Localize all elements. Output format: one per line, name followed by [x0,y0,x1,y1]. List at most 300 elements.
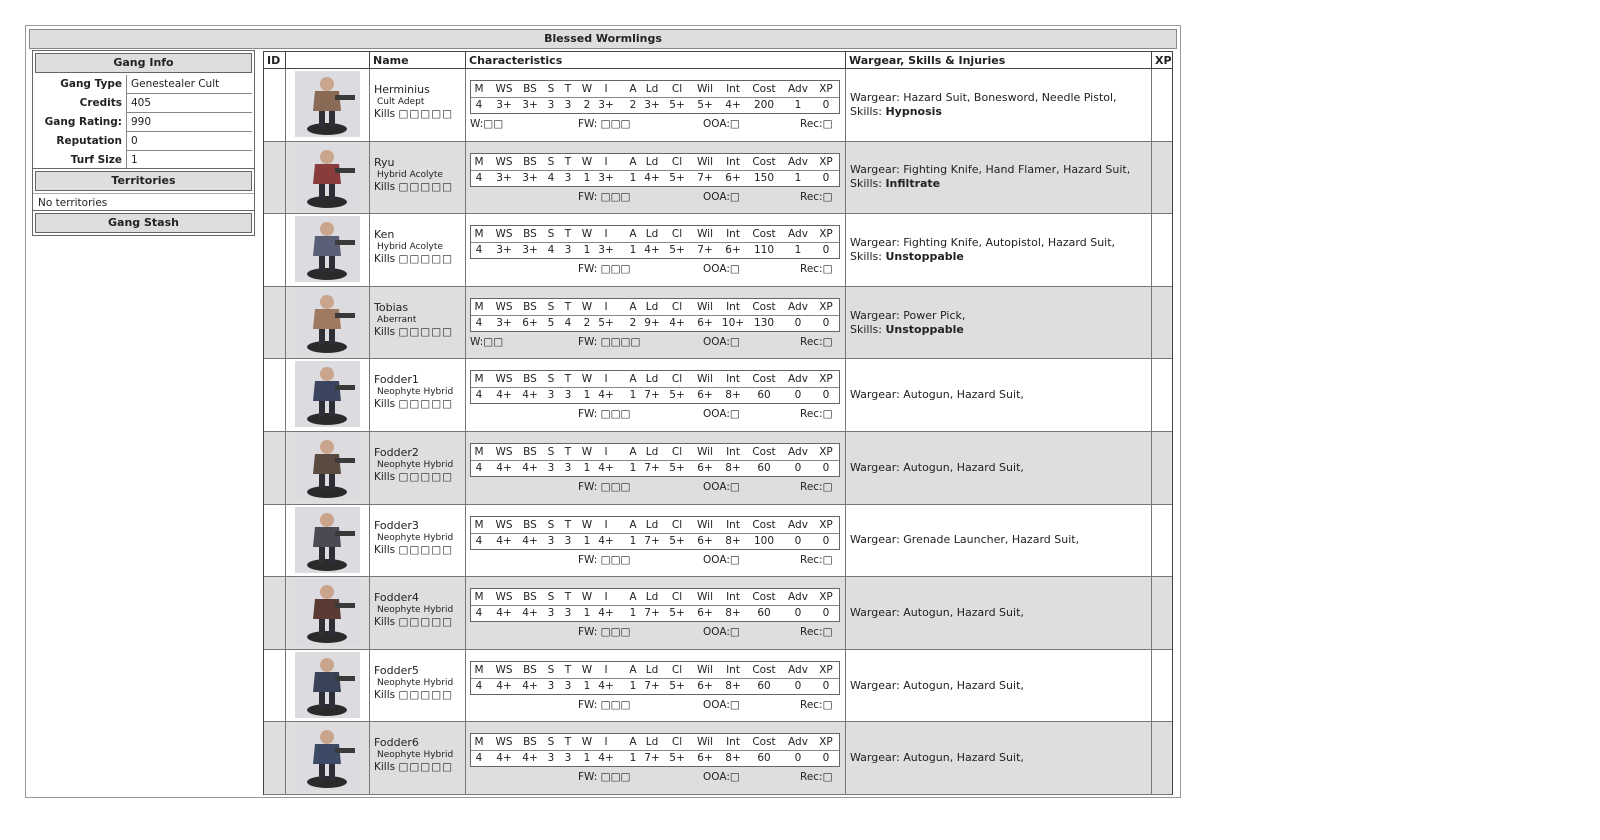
fighter-id-cell [264,359,286,431]
wargear-list: Wargear: Fighting Knife, Hand Flamer, Hazard Suit, [850,163,1131,177]
stat-header: Adv [788,591,808,604]
kills-boxes[interactable]: □□□□□ [398,471,454,483]
stat-value: 8+ [725,607,741,620]
stat-value: 60 [757,679,771,692]
kills-boxes[interactable]: □□□□□ [398,108,454,120]
fighter-image-cell [286,142,370,214]
fighter-xp-cell [1152,432,1172,504]
fighter-id-cell [264,142,286,214]
out-of-action-track[interactable]: OOA:□ [703,771,740,784]
stat-header: A [629,300,637,313]
recovery-track[interactable]: Rec:□ [800,408,833,421]
recovery-track[interactable]: Rec:□ [800,335,833,348]
stat-header: WS [495,663,513,676]
stat-header-line [471,734,839,751]
fighter-image-cell [286,69,370,141]
fighter-miniature-image [295,434,360,500]
stat-header: Cost [752,300,776,313]
stat-header: Ld [645,591,659,604]
flesh-wounds-track[interactable]: FW: □□□ [578,626,631,639]
territories-title: Territories [35,171,252,191]
stat-header: M [474,155,484,168]
out-of-action-track[interactable]: OOA:□ [703,553,740,566]
wargear-text [850,163,1130,191]
fighter-row[interactable] [264,650,1172,723]
fighter-xp-cell [1152,505,1172,577]
stat-value: 1 [629,462,637,474]
out-of-action-track[interactable]: OOA:□ [703,118,740,130]
wargear-text [850,309,965,337]
stat-header: Adv [788,373,808,386]
stat-value: 2 [629,99,637,111]
out-of-action-track[interactable]: OOA:□ [703,626,740,639]
characteristics-cell [466,287,846,359]
stat-value: 4 [475,389,483,402]
recovery-track[interactable]: Rec:□ [800,626,833,639]
flesh-wounds-track[interactable]: FW: □□□ [578,481,631,493]
fighter-name[interactable]: Fodder2 [374,446,419,459]
stat-header: Cl [671,83,683,95]
skills-line [850,323,965,337]
stat-header: A [629,663,637,676]
stat-value: 4+ [644,171,660,184]
stat-header: M [474,736,484,749]
stat-header: M [474,591,484,604]
out-of-action-track[interactable]: OOA:□ [703,698,740,711]
fighters-table [263,51,1173,795]
stat-value: 6+ [697,679,713,692]
stat-value: 3 [547,534,555,547]
stat-header: WS [495,446,513,458]
stat-value: 3+ [496,316,512,329]
stat-header: XP [819,591,833,604]
fighter-miniature-image [295,289,360,355]
characteristics-cell [466,142,846,214]
roster-title: Blessed Wormlings [29,29,1177,49]
gang-roster [25,25,1181,798]
stat-header: T [564,591,572,604]
characteristics-cell [466,432,846,504]
stat-header: Cost [752,518,776,531]
stat-header: Cl [671,591,683,604]
stat-header: W [581,591,593,604]
stat-header: BS [523,736,537,749]
stat-header: Adv [788,83,808,95]
fighter-row[interactable] [264,359,1172,432]
fighter-xp-cell [1152,214,1172,286]
flesh-wounds-track[interactable]: FW: □□□ [578,190,631,203]
wargear-text [850,236,1115,264]
stat-header: XP [819,736,833,749]
fighter-row[interactable] [264,69,1172,142]
gang-stash-panel[interactable] [32,210,255,236]
fighter-row[interactable] [264,722,1172,795]
wargear-list: Wargear: Autogun, Hazard Suit, [850,460,1024,474]
stat-value: 3 [547,462,555,474]
stat-value-line [471,460,839,476]
stat-header: M [474,83,484,95]
stat-value: 0 [794,389,802,402]
stat-value: 1 [629,534,637,547]
stat-header: Cost [752,228,776,241]
injury-track [466,336,845,350]
stat-value: 4+ [496,679,512,692]
stat-header: I [604,228,608,241]
gang-info-panel [32,50,255,171]
kills-label: Kills [374,108,396,120]
injury-track [466,626,845,640]
fighter-role: Hybrid Acolyte [377,169,443,180]
stat-value: 1 [629,171,637,184]
kills-boxes[interactable]: □□□□□ [398,325,454,338]
stat-header: S [547,736,555,749]
fighter-name[interactable]: Fodder3 [374,518,419,532]
stat-value: 1 [583,752,591,765]
stat-header: T [564,300,572,313]
stat-header: M [474,228,484,241]
characteristics-cell [466,214,846,286]
characteristics-cell [466,69,846,141]
stat-value: 150 [753,171,775,184]
stat-block [470,733,840,767]
out-of-action-track[interactable]: OOA:□ [703,190,740,203]
stat-value: 6+ [522,316,538,329]
flesh-wounds-track[interactable]: FW: □□□ [578,408,631,421]
stat-header: W [581,663,593,676]
stat-value: 4+ [496,389,512,402]
fighter-row[interactable] [264,505,1172,578]
stat-value: 5+ [669,99,685,111]
stat-header: Cost [752,373,776,386]
stat-header: Wil [697,591,713,604]
fighter-name[interactable]: Fodder5 [374,663,419,677]
stat-header: BS [523,663,537,676]
stat-value: 5+ [669,752,685,765]
stat-value: 5+ [669,607,685,620]
fighter-id-cell [264,577,286,649]
kills-boxes[interactable]: □□□□□ [398,761,454,774]
stat-header: Wil [697,155,713,168]
fighter-kills [374,253,465,266]
flesh-wounds-track[interactable]: FW: □□□ [578,771,631,784]
stat-header: A [629,373,637,386]
stat-header: W [581,83,593,95]
stat-value: 0 [822,244,830,257]
skills-line [850,177,1130,191]
stat-header: Wil [697,83,713,95]
fighter-kills [374,761,465,774]
injury-track [466,191,845,205]
stat-header: WS [495,155,513,168]
stat-block [470,661,840,695]
wargear-cell [846,214,1152,286]
stat-value: 0 [822,679,830,692]
fighter-row[interactable] [264,287,1172,360]
stat-header: Int [726,155,740,168]
fighter-miniature-image [295,724,360,790]
stat-value: 5+ [669,244,685,257]
skills-label: Skills: [850,322,886,336]
stat-value: 6+ [697,607,713,620]
stat-header: S [547,446,555,458]
flesh-wounds-track[interactable]: FW: □□□ [578,698,631,711]
recovery-track[interactable]: Rec:□ [800,698,833,711]
characteristics-cell [466,722,846,794]
stat-header: I [604,373,608,386]
stat-header: Cl [671,518,683,531]
stat-value-line [471,750,839,766]
stat-value: 4 [475,171,483,184]
stat-header: Int [726,663,740,676]
stat-value: 60 [757,752,771,765]
fighter-name[interactable]: Fodder6 [374,736,419,750]
stat-value: 3+ [496,99,512,111]
fighter-image-cell [286,359,370,431]
wargear-text [850,679,1024,693]
stat-header-line [471,154,839,171]
stat-header: Int [726,373,740,386]
wargear-list: Wargear: Grenade Launcher, Hazard Suit, [850,533,1080,547]
fighter-row[interactable] [264,142,1172,215]
fighter-role: Neophyte Hybrid [377,677,454,688]
stat-header: BS [523,591,537,604]
stat-header: BS [523,228,537,241]
turf-size-label: Turf Size [70,154,122,166]
stat-header: S [547,228,555,241]
kills-boxes[interactable]: □□□□□ [398,180,454,193]
stat-value: 3+ [522,99,538,111]
header-characteristics: Characteristics [466,52,846,69]
wounds-track[interactable]: W:□□ [470,335,504,348]
fighter-name[interactable]: Ryu [374,155,395,169]
gang-rating-label: Gang Rating: [44,116,122,128]
kills-boxes[interactable]: □□□□□ [398,398,454,411]
stat-header-line [471,81,839,98]
stat-value: 3 [547,752,555,765]
stat-value: 1 [583,679,591,692]
stat-value: 4 [475,244,483,257]
fighter-row[interactable] [264,432,1172,505]
stat-header: Int [726,518,740,531]
stat-header: W [581,518,593,531]
injury-track [466,699,845,713]
fighter-id-cell [264,69,286,141]
stat-value: 10+ [721,316,745,329]
stat-header: WS [495,518,513,531]
stat-header: M [474,663,484,676]
stat-value: 4+ [496,752,512,765]
stat-header: T [564,228,572,241]
fighter-row[interactable] [264,214,1172,287]
stat-header: BS [523,446,537,458]
flesh-wounds-track[interactable]: FW: □□□ [578,118,631,130]
stat-value: 7+ [644,534,660,547]
kills-boxes[interactable]: □□□□□ [398,688,454,701]
stat-value: 4+ [598,389,614,402]
fighter-name[interactable]: Fodder4 [374,591,419,605]
stat-header: Cl [671,736,683,749]
stat-header: W [581,155,593,168]
stat-header: XP [819,518,833,531]
stat-block [470,443,840,477]
stat-header: A [629,736,637,749]
stat-header: Wil [697,663,713,676]
stat-value: 3 [564,389,572,402]
wargear-cell [846,142,1152,214]
out-of-action-track[interactable]: OOA:□ [703,263,740,276]
wargear-text [850,533,1079,547]
recovery-track[interactable]: Rec:□ [800,553,833,566]
fighter-miniature-image [295,216,360,282]
stat-value: 4 [547,171,555,184]
injury-track [466,771,845,785]
stat-value: 8+ [725,752,741,765]
flesh-wounds-track[interactable]: FW: □□□ [578,263,631,276]
stat-value: 0 [822,99,830,111]
wounds-track[interactable]: W:□□ [470,118,504,130]
injury-track [466,118,845,132]
stat-value: 4 [475,316,483,329]
stat-value: 0 [822,534,830,547]
out-of-action-track[interactable]: OOA:□ [703,408,740,421]
recovery-track[interactable]: Rec:□ [800,481,833,493]
out-of-action-track[interactable]: OOA:□ [703,335,740,348]
out-of-action-track[interactable]: OOA:□ [703,481,740,493]
stat-value: 1 [583,171,591,184]
stat-header: Cost [752,446,776,458]
fighter-xp-cell [1152,142,1172,214]
kills-label: Kills [374,688,396,701]
fighter-miniature-image [295,579,360,645]
stat-header: Ld [645,83,659,95]
stat-value: 8+ [725,389,741,402]
stat-value-line [471,387,839,403]
fighter-name-cell [370,69,466,141]
fighter-name-cell [370,142,466,214]
reputation-row [33,132,254,151]
stat-header: W [581,736,593,749]
stat-value: 5+ [669,171,685,184]
stat-header: XP [819,446,833,458]
stat-header-line [471,444,839,461]
gang-info-title: Gang Info [35,53,252,73]
stat-value: 1 [629,607,637,620]
fighter-id-cell [264,505,286,577]
kills-label: Kills [374,253,396,266]
stat-value: 1 [583,462,591,474]
stat-header: XP [819,228,833,241]
stat-header: M [474,518,484,531]
stat-value: 60 [757,607,771,620]
stat-value: 9+ [644,316,660,329]
stat-value: 0 [794,752,802,765]
stat-value: 4 [475,534,483,547]
fighter-name[interactable]: Tobias [374,300,409,314]
stat-value: 4+ [598,462,614,474]
stat-value: 4 [475,752,483,765]
stat-header: I [604,591,608,604]
stat-header: BS [523,373,537,386]
stat-header: I [604,83,608,95]
stat-header: S [547,518,555,531]
stat-value: 6+ [697,752,713,765]
stat-value: 6+ [697,316,713,329]
stat-header: WS [495,736,513,749]
kills-boxes[interactable]: □□□□□ [398,253,454,266]
recovery-track[interactable]: Rec:□ [800,118,833,130]
stat-header: Cl [671,300,683,313]
stat-value: 6+ [697,389,713,402]
stat-block [470,80,840,114]
wargear-list: Wargear: Autogun, Hazard Suit, [850,678,1024,692]
stat-value: 3+ [598,171,614,184]
stat-value: 4+ [496,607,512,620]
injury-track [466,481,845,495]
stat-value-line [471,533,839,549]
stat-block [470,298,840,332]
stat-value: 0 [794,679,802,692]
stat-value: 1 [583,244,591,257]
recovery-track[interactable]: Rec:□ [800,771,833,784]
stat-value: 4+ [522,534,538,547]
stat-header: A [629,155,637,168]
injury-track [466,408,845,422]
recovery-track[interactable]: Rec:□ [800,190,833,203]
stat-header: T [564,518,572,531]
recovery-track[interactable]: Rec:□ [800,263,833,276]
gang-type-label: Gang Type [60,78,122,90]
stat-header: Adv [788,663,808,676]
fighter-id-cell [264,722,286,794]
stat-header: XP [819,300,833,313]
fighter-role: Neophyte Hybrid [377,750,454,761]
wargear-cell [846,359,1152,431]
injury-track [466,554,845,568]
kills-label: Kills [374,761,396,774]
fighter-name[interactable]: Fodder1 [374,373,419,387]
kills-boxes[interactable]: □□□□□ [398,616,454,629]
flesh-wounds-track[interactable]: FW: □□□ [578,553,631,566]
stat-value: 1 [794,171,802,184]
kills-boxes[interactable]: □□□□□ [398,543,454,556]
flesh-wounds-track[interactable]: FW: □□□□ [578,335,641,348]
fighter-name-cell [370,432,466,504]
stat-value: 5 [547,316,555,329]
fighter-name[interactable]: Ken [374,228,395,242]
wargear-cell [846,650,1152,722]
kills-label: Kills [374,471,396,483]
kills-label: Kills [374,325,396,338]
skills-label: Skills: [850,249,886,263]
stat-header: A [629,228,637,241]
stat-header: I [604,663,608,676]
fighter-role: Neophyte Hybrid [377,460,454,470]
stat-value: 3 [564,171,572,184]
stat-value: 4+ [598,607,614,620]
stat-value: 1 [629,679,637,692]
stat-header: WS [495,83,513,95]
stat-header: Cost [752,155,776,168]
stat-header: XP [819,83,833,95]
stat-value: 200 [753,99,775,111]
fighter-row[interactable] [264,577,1172,650]
stat-header: A [629,446,637,458]
fighter-id-cell [264,650,286,722]
header-xp: XP [1152,52,1172,69]
wargear-list: Wargear: Autogun, Hazard Suit, [850,388,1024,402]
fighter-name[interactable]: Herminius [374,83,430,96]
territories-panel [32,168,255,213]
